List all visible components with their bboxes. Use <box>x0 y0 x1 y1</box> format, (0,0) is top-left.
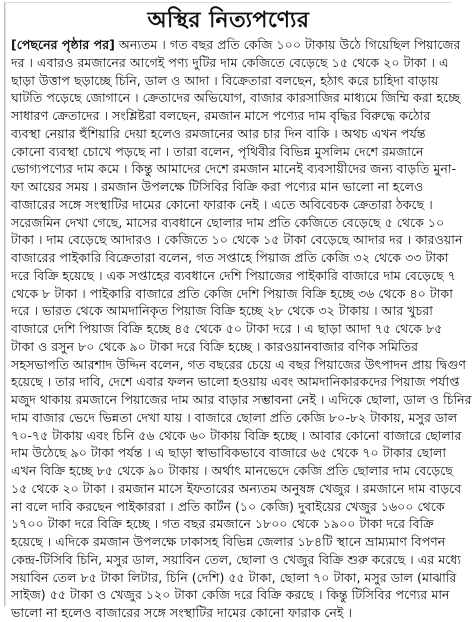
body-line: দাম উঠেছে ৯০ টাকা পর্যন্ত । এ ছাড়া স্বাভাবিকভাবে বাজারে ৬৫ থেকে ৭০ টাকার ছোলা <box>11 445 447 461</box>
body-line: সাধারণ ক্রেতাদের । সংশ্লিষ্টরা বলছেন, রমজান মাসে পণ্যের দাম বৃদ্ধির বিরুদ্ধে কঠোর <box>11 108 431 123</box>
body-line: ভোগ্যপণ্যের দাম কমে । কিন্তু আমাদের দেশে রমজান মানেই ব্যবসায়ীদের জন্য বাড়তি মুনা- <box>11 161 457 177</box>
newspaper-clipping <box>4 2 472 620</box>
body-line: ঘাটতি পড়েছে জোগানে । ক্রেতাদের অভিযোগ, বাজার কারসাজির মাধ্যমে জিম্মি করা হচ্ছে <box>11 90 461 106</box>
body-line: হয়েছে । তার দাবি, দেশে এবার ফলন ভালো হওয়ায় এবং আমদানিকারকদের পিয়াজ পর্যাপ্ত <box>11 374 460 390</box>
body-line: দরে বিক্রি হয়েছে । এক সপ্তাহের ব্যবধানে দেশি পিয়াজের পাইকারি বাজারে দাম বেড়েছে ৭ <box>11 267 456 283</box>
body-line: ১৫ থেকে ২০ টাকা । রমজান মাসে ইফতারের অন্যতম অনুষঙ্গ খেজুর । রমজানে দাম বাড়বে <box>11 480 462 496</box>
body-line: কেন্দ্র-টিসিবি চিনি, মসুর ডাল, সয়াবিন তেল, ছোলা ও খেজুর বিক্রি শুরু করেছে । এর মধ্যে <box>11 551 462 567</box>
body-line: ১৭০০ টাকা দরে বিক্রি হচ্ছে । গত বছর রমজানে ১৮০০ থেকে ১৯০০ টাকা দরে বিক্রি <box>11 516 434 532</box>
body-line-1: [পেছনের পৃষ্ঠার পর] অন্যতম । গত বছর প্রতি কেজি ১০০ টাকায় উঠে গিয়েছিল পিয়াজের <box>11 37 461 52</box>
body-line: দর । এবারও রমজানের আগেই পণ্য দুটির দাম কেজিতে বেড়েছে ১৫ থেকে ২০ টাকা । এ <box>11 54 449 70</box>
body-line: ৭০-৭৫ টাকায় এবং চিনি ৫৬ থেকে ৬০ টাকায় বিক্রি হচ্ছে । আবার কোনো বাজারে ছোলার <box>11 427 462 443</box>
body-line: ভালো না হলেও বাজারের সঙ্গে সংস্থাটির দামের কোনো ফারাক নেই । <box>11 605 352 620</box>
body-line: দরে । ভারত থেকে আমদানিকৃত পিয়াজ বিক্রি হচ্ছে ২৮ থেকে ৩২ টাকায় । আর খুচরা <box>11 303 433 319</box>
body-line: কোনো ব্যবস্থা চোখে পড়ছে না । তারা বলেন, পৃথিবীর বিভিন্ন মুসলিম দেশে রমজানে <box>11 143 424 159</box>
body-line: টাকা ও রসুন ৮০ থেকে ৯০ টাকা দরে বিক্রি হচ্ছে । কারওয়ানবাজার বণিক সমিতির <box>11 338 419 354</box>
body-line: বাজারের সঙ্গে সংস্থাটির দামের কোনো ফারাক নেই । এতে অবিবেচক ক্রেতারা ঠকছে । <box>11 196 433 212</box>
body-line: বাজারে দেশি পিয়াজ বিক্রি হচ্ছে ৪৫ থেকে ৫০ টাকা দরে । এ ছাড়া আদা ৭৫ থেকে ৮৫ <box>11 321 443 336</box>
body-line: বাজারের পাইকারি বিক্রেতারা বলেন, গত সপ্তাহে পিয়াজ প্রতি কেজি ৩২ থেকে ৩৩ টাকা <box>11 250 449 265</box>
body-line: ছাড়া উত্তাপ ছড়াচ্ছে চিনি, ডাল ও আদা । বিক্রেতারা বলছেন, হঠাৎ করে চাহিদা বাড়ায় <box>11 72 439 88</box>
body-line: না বলে দাবি করছেন পাইকাররা । প্রতি কার্টন (১০ কেজি) দুবাইয়ের খেজুর ১৬০০ থেকে <box>11 498 445 514</box>
body-line: ফা আয়ের সময় । রমজান উপলক্ষে টিসিবির বিক্রি করা পণ্যের মান ভালো না হলেও <box>11 179 424 194</box>
body-line: হয়েছে । এদিকে রমজান উপলক্ষে ঢাকাসহ বিভিন্ন জেলার ১৮৪টি স্থানে ভ্রাম্যমাণ বিপণন <box>11 534 446 549</box>
body-line: টাকা । দাম বেড়েছে আদারও । কেজিতে ১০ থেকে ১৫ টাকা বেড়েছে আদার দর । কারওয়ান <box>11 232 463 248</box>
continued-label: [পেছনের পৃষ্ঠার পর] <box>11 37 115 52</box>
body-line: এখন বিক্রি হচ্ছে ৮৫ থেকে ৯০ টাকায় । অর্থাৎ মানভেদে কেজি প্রতি ছোলার দাম বেড়েছে <box>11 463 453 478</box>
body-line: দাম বাজার ভেদে ভিন্নতা দেখা যায় । বাজারে ছোলা প্রতি কেজি ৮০-৮২ টাকায়, মসুর ডাল <box>11 409 458 425</box>
body-line: ব্যবস্থা নেয়ার হুঁশিয়ারি দেয়া হলেও রমজানের আর চার দিন বাকি । অথচ এখন পর্যন্ত <box>11 125 426 141</box>
body-line: মজুদ থাকায় রমজানে পিয়াজের দাম আর বাড়ার সম্ভাবনা নেই । এদিকে ছোলা, ডাল ও চিনির <box>11 392 472 407</box>
body-line: থেকে ৮ টাকা । পাইকারি বাজারে প্রতি কেজি দেশি পিয়াজ বিক্রি হচ্ছে ৩৬ থেকে ৪০ টাকা <box>11 285 453 301</box>
body-line: সাইজ) ৫৫ টাকা ও খেজুর ১২০ টাকা কেজি দরে বিক্রি করছে । কিন্তু টিসিবির পণ্যের মান <box>11 587 450 603</box>
body-line: সয়াবিন তেল ৮৫ টাকা লিটার, চিনি (দেশি) ৫৫ টাকা, ছোলা ৭০ টাকা, মসুর ডাল (মাঝারি <box>11 569 457 585</box>
clipping-edge-shadow <box>5 3 7 606</box>
body-line: সরেজমিন দেখা গেছে, মাসের ব্যবধানে ছোলার দাম প্রতি কেজিতে বেড়েছে ৫ থেকে ১০ <box>11 214 445 230</box>
article-headline: অস্থির নিত্যপণ্যের <box>147 7 310 33</box>
body-line: সহসভাপতি আরশাদ উদ্দিন বলেন, গত বছরের চেয়ে এ বছর পিয়াজের উৎপাদন প্রায় দ্বিগুণ <box>11 356 466 372</box>
article-body <box>5 36 472 622</box>
